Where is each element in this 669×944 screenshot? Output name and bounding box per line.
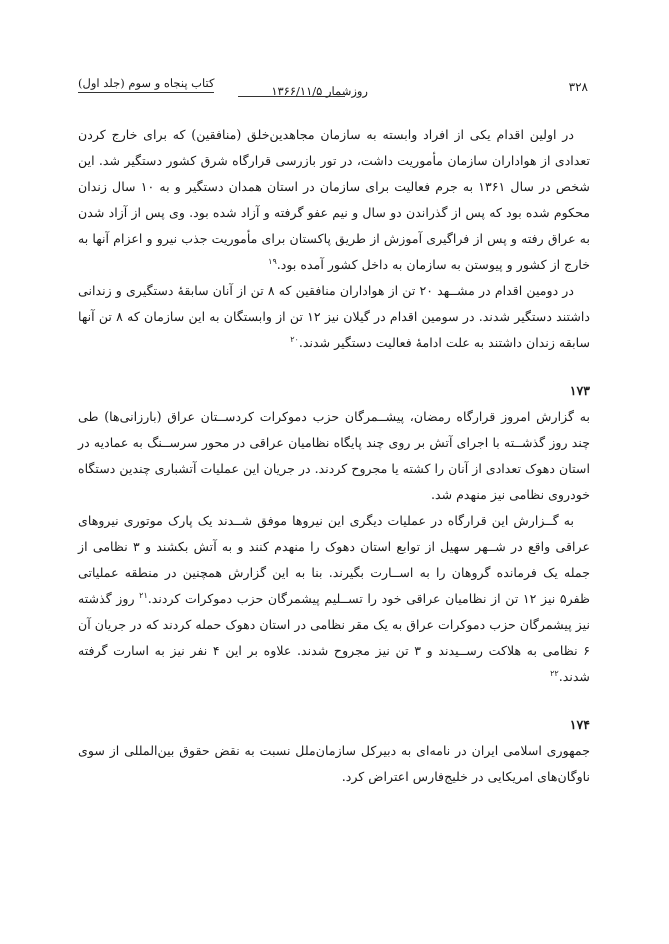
- footnote-ref[interactable]: ۲۰: [290, 334, 299, 344]
- footnote-ref[interactable]: ۲۲: [550, 668, 559, 678]
- paragraph-173-2: به گــزارش این قرارگاه در عملیات دیگری این نیروها موفق شــدند یک پارک موتوری نیروهای عراقی واقع در شــهر سهیل از توابع استان دهوک را منهدم کنند و به آتش بکشند و ۳ نظامی از جمله یک فرمانده گروهان را به اســارت بگیرند. بنا به این گزارش همچنین در منطقه عملیاتی ظفر۵ نیز ۱۲ تن از نظامیان عراقی خود را تســلیم پیشمرگان حزب دموکرات کردند.$^{۲۱}$ روز گذشته نیز پیشمرگان حزب دموکرات عراق به یک مقر نظامی در استان دهوک حمله کردند که در جریان آن ۶ نظامی به هلاکت رســیدند و ۳ تن نیز مجروح شدند. علاوه بر این ۴ نفر نیز به اسارت گرفته شدند.$^{۲۲}$: [78, 513, 590, 684]
- book-title: کتاب پنجاه و سوم (جلد اول): [78, 76, 214, 93]
- section-number-174: ۱۷۴: [569, 717, 590, 732]
- footnote-ref[interactable]: ۱۹: [268, 256, 277, 266]
- paragraph-173-1: به گزارش امروز قرارگاه رمضان، پیشــمرگان حزب دموکرات کردســتان عراق (بارزانی‌ها) طی چند روز گذشــته با اجرای آتش بر روی چند پایگاه نظامیان عراقی در محور سرســنگ به عمادیه در استان دهوک تعدادی از آنان را کشته یا مجروح کردند. در جریان این عملیات آتشباری چندین دستگاه خودروی نظامی نیز منهدم شد.: [78, 409, 590, 502]
- page-body: [78, 122, 590, 790]
- footnote-ref[interactable]: ۲۱: [139, 590, 148, 600]
- section-number-173: ۱۷۳: [569, 383, 590, 398]
- paragraph-174-1: جمهوری اسلامی ایران در نامه‌ای به دبیرکل سازمان‌ملل نسبت به نقض حقوق بین‌المللی از سوی ناوگان‌های امریکایی در خلیج‌فارس اعتراض کرد.: [78, 743, 590, 784]
- page-header: [78, 76, 588, 102]
- diary-date-label: روزشمار ۱۳۶۶/۱۱/۵: [271, 84, 368, 98]
- paragraph-intro-1: در اولین اقدام یکی از افراد وابسته به سازمان مجاهدین‌خلق (منافقین) که برای خارج کردن تعدادی از هواداران سازمان مأموریت داشت، در تور بازرسی قرارگاه شرق کشور دستگیر شد. این شخص در سال ۱۳۶۱ به جرم فعالیت برای سازمان در استان همدان دستگیر و به ۱۰ سال زندان محکوم شده بود که پس از گذراندن دو سال و نیم عفو گرفته و آزاد شده بود. وی پس از آزاد شدن به عراق رفته و پس از فراگیری آموزش از طریق پاکستان برای مأموریت جذب نیرو و اعزام آنها به خارج از کشور و پیوستن به سازمان به داخل کشور آمده بود.$^{۱۹}$: [78, 127, 590, 272]
- paragraph-intro-2: در دومین اقدام در مشــهد ۲۰ تن از هواداران منافقین که ۸ تن از آنان سابقهٔ دستگیری و زندانی داشتند دستگیر شدند. در سومین اقدام در گیلان نیز ۱۲ تن از وابستگان به این سازمان که ۸ تن آنها سابقه زندان داشتند به علت ادامهٔ فعالیت دستگیر شدند.$^{۲۰}$: [78, 283, 590, 350]
- page-number: ۳۲۸: [568, 80, 588, 94]
- header-rule: [238, 96, 345, 97]
